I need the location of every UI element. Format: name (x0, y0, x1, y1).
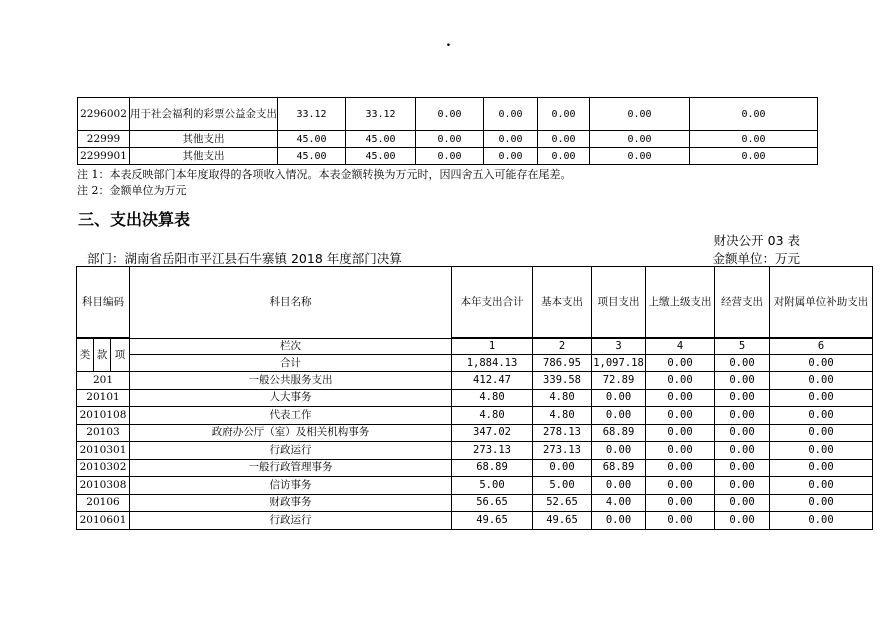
row-value: 0.00 (416, 148, 484, 165)
total-row (77, 355, 873, 372)
row-value: 33.12 (278, 98, 346, 131)
row-value: 4.80 (452, 389, 533, 407)
row-name: 一般公共服务支出 (130, 372, 452, 390)
row-value: 0.00 (715, 477, 770, 495)
row-code: 2010308 (77, 477, 130, 495)
total-value: 1,097.18 (592, 355, 646, 372)
row-value: 49.65 (452, 512, 533, 530)
row-value: 0.00 (533, 459, 592, 477)
page-dot: . (446, 34, 451, 50)
sub-header-xiang: 项 (111, 339, 130, 372)
row-value: 0.00 (590, 131, 690, 148)
row-value: 0.00 (715, 424, 770, 442)
row-value: 49.65 (533, 512, 592, 530)
table-row (77, 372, 873, 390)
row-value: 0.00 (770, 372, 873, 390)
row-value: 0.00 (646, 442, 715, 460)
table-row (77, 512, 873, 530)
row-value: 273.13 (533, 442, 592, 460)
total-label: 合计 (130, 355, 452, 372)
row-value: 45.00 (346, 131, 416, 148)
row-value: 0.00 (592, 512, 646, 530)
row-value: 0.00 (715, 494, 770, 512)
row-value: 0.00 (538, 98, 590, 131)
row-name: 行政运行 (130, 442, 452, 460)
row-value: 0.00 (484, 148, 538, 165)
table-row (78, 131, 818, 148)
col-header-name: 科目名称 (130, 267, 452, 339)
row-name: 代表工作 (130, 407, 452, 425)
column-number: 5 (715, 339, 770, 355)
table-row (77, 407, 873, 425)
row-value: 0.00 (646, 407, 715, 425)
row-value: 4.80 (533, 407, 592, 425)
row-value: 0.00 (715, 407, 770, 425)
row-value: 0.00 (590, 98, 690, 131)
row-value: 0.00 (770, 494, 873, 512)
income-table-continuation (77, 97, 818, 165)
table-row (78, 148, 818, 165)
total-value: 1,884.13 (452, 355, 533, 372)
row-value: 0.00 (646, 512, 715, 530)
total-value: 0.00 (646, 355, 715, 372)
row-value: 0.00 (715, 389, 770, 407)
unit-label: 金额单位：万元 (712, 251, 800, 266)
row-value: 0.00 (538, 148, 590, 165)
total-value: 0.00 (715, 355, 770, 372)
row-value: 33.12 (346, 98, 416, 131)
column-label: 栏次 (130, 339, 452, 355)
column-number: 4 (646, 339, 715, 355)
note-1: 注 1：本表反映部门本年度取得的各项收入情况。本表金额转换为万元时，因四舍五入可能存在尾差。 (77, 168, 572, 181)
row-value: 0.00 (416, 98, 484, 131)
row-name: 其他支出 (130, 131, 278, 148)
table-row (77, 477, 873, 495)
col-header-basic: 基本支出 (533, 267, 592, 338)
row-value: 5.00 (533, 477, 592, 495)
row-code: 20103 (77, 424, 130, 442)
row-name: 财政事务 (130, 494, 452, 512)
row-value: 52.65 (533, 494, 592, 512)
row-code: 20101 (77, 389, 130, 407)
row-value: 0.00 (770, 459, 873, 477)
col-header-subsidy: 对附属单位补助支出 (770, 267, 873, 338)
row-value: 0.00 (538, 131, 590, 148)
row-value: 278.13 (533, 424, 592, 442)
row-value: 0.00 (770, 442, 873, 460)
row-code: 2010108 (77, 407, 130, 425)
row-value: 0.00 (484, 131, 538, 148)
section-title: 三、支出决算表 (78, 210, 191, 229)
row-code: 201 (77, 372, 130, 390)
row-value: 0.00 (590, 148, 690, 165)
row-code: 2299901 (78, 148, 130, 165)
row-value: 0.00 (646, 389, 715, 407)
row-value: 0.00 (690, 131, 818, 148)
row-value: 0.00 (592, 442, 646, 460)
row-value: 68.89 (452, 459, 533, 477)
row-value: 0.00 (690, 98, 818, 131)
row-name: 用于社会福利的彩票公益金支出 (130, 98, 278, 131)
sub-header-kuan: 款 (94, 339, 111, 372)
row-value: 0.00 (715, 459, 770, 477)
form-id: 财决公开 03 表 (713, 233, 800, 248)
row-code: 2010302 (77, 459, 130, 477)
row-name: 一般行政管理事务 (130, 459, 452, 477)
row-value: 0.00 (592, 389, 646, 407)
total-value: 786.95 (533, 355, 592, 372)
row-value: 0.00 (646, 459, 715, 477)
row-value: 56.65 (452, 494, 533, 512)
row-value: 0.00 (770, 512, 873, 530)
table-row (77, 494, 873, 512)
row-value: 0.00 (770, 407, 873, 425)
col-header-code: 科目编码 (77, 267, 130, 338)
row-name: 其他支出 (130, 148, 278, 165)
row-value: 68.89 (592, 424, 646, 442)
row-name: 人大事务 (130, 389, 452, 407)
column-number-row (77, 339, 873, 355)
note-2: 注 2：金额单位为万元 (77, 184, 187, 197)
row-value: 412.47 (452, 372, 533, 390)
row-value: 0.00 (592, 407, 646, 425)
col-header-upper: 上缴上级支出 (646, 267, 715, 338)
total-value: 0.00 (770, 355, 873, 372)
row-value: 0.00 (770, 389, 873, 407)
row-value: 0.00 (690, 148, 818, 165)
table-row (77, 459, 873, 477)
row-value: 339.58 (533, 372, 592, 390)
row-value: 0.00 (770, 477, 873, 495)
row-code: 2010301 (77, 442, 130, 460)
row-value: 4.80 (452, 407, 533, 425)
row-value: 45.00 (278, 148, 346, 165)
row-value: 72.89 (592, 372, 646, 390)
row-value: 0.00 (646, 372, 715, 390)
col-header-business: 经营支出 (715, 267, 770, 338)
column-number: 2 (533, 339, 592, 355)
column-number: 3 (592, 339, 646, 355)
row-name: 信访事务 (130, 477, 452, 495)
column-number: 1 (452, 339, 533, 355)
row-value: 4.80 (533, 389, 592, 407)
sub-header-lei: 类 (77, 339, 94, 372)
table-row (77, 424, 873, 442)
row-value: 45.00 (278, 131, 346, 148)
row-value: 0.00 (715, 372, 770, 390)
row-value: 0.00 (646, 477, 715, 495)
table-row (77, 389, 873, 407)
row-value: 347.02 (452, 424, 533, 442)
row-code: 2010601 (77, 512, 130, 530)
row-value: 0.00 (484, 98, 538, 131)
row-value: 0.00 (770, 424, 873, 442)
row-value: 4.00 (592, 494, 646, 512)
row-value: 45.00 (346, 148, 416, 165)
row-value: 0.00 (592, 477, 646, 495)
row-name: 行政运行 (130, 512, 452, 530)
row-code: 22999 (78, 131, 130, 148)
row-value: 68.89 (592, 459, 646, 477)
table-row (78, 98, 818, 131)
col-header-total: 本年支出合计 (452, 267, 533, 338)
row-value: 0.00 (646, 494, 715, 512)
row-code: 20106 (77, 494, 130, 512)
column-number: 6 (770, 339, 873, 355)
col-header-project: 项目支出 (592, 267, 646, 338)
row-code: 2296002 (78, 98, 130, 131)
table-row (77, 442, 873, 460)
row-value: 5.00 (452, 477, 533, 495)
row-value: 273.13 (452, 442, 533, 460)
row-name: 政府办公厅（室）及相关机构事务 (130, 424, 452, 442)
expenditure-table (76, 266, 873, 530)
row-value: 0.00 (416, 131, 484, 148)
row-value: 0.00 (646, 424, 715, 442)
row-value: 0.00 (715, 512, 770, 530)
row-value: 0.00 (715, 442, 770, 460)
department-label: 部门：湖南省岳阳市平江县石牛寨镇 2018 年度部门决算 (87, 251, 402, 266)
